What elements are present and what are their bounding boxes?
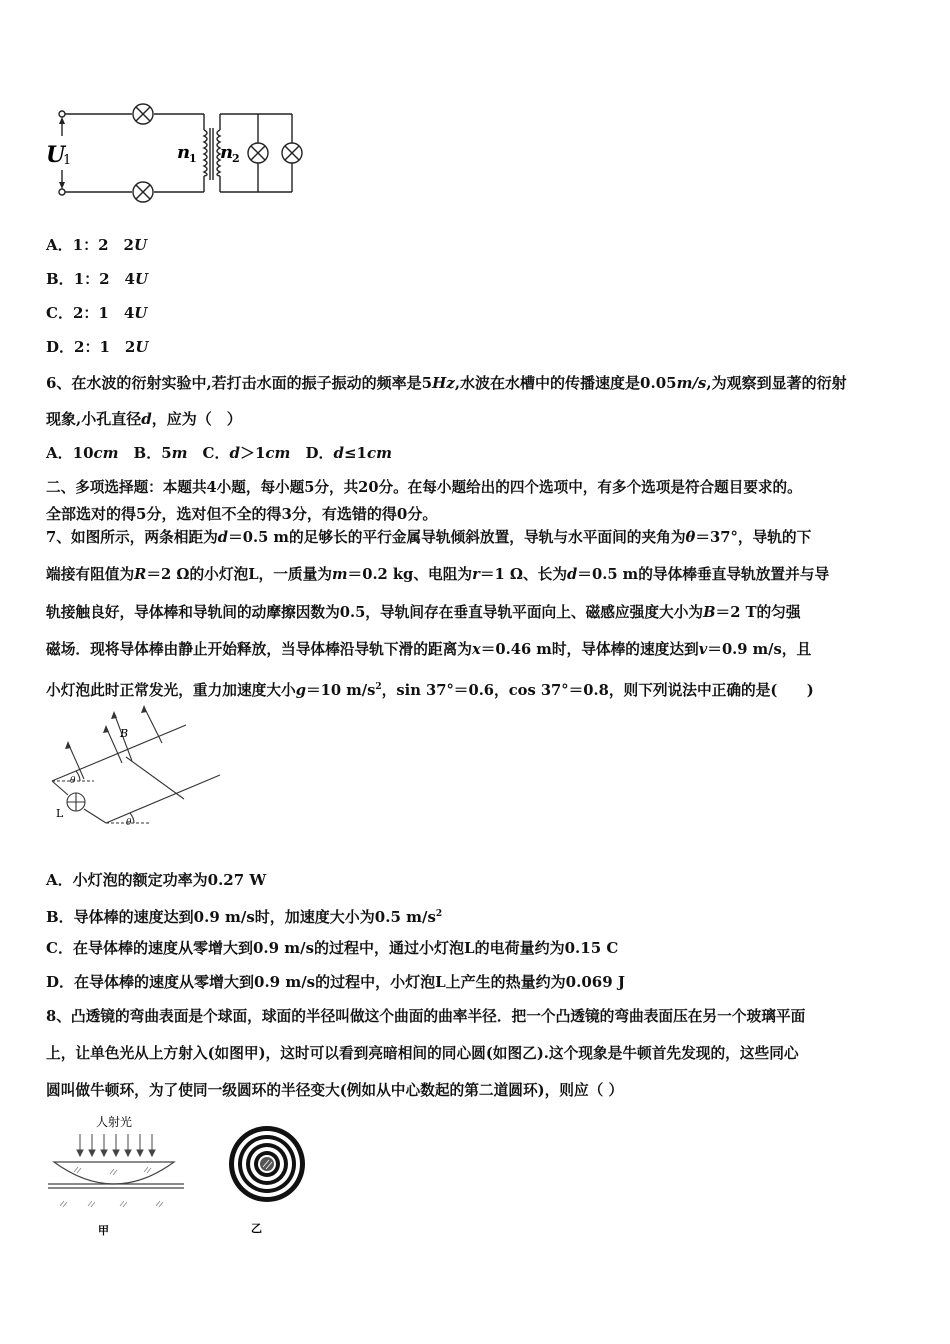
lamp-label-l: L — [56, 807, 64, 820]
inclined-rails-diagram — [44, 705, 234, 835]
n1-subscript: 1 — [189, 152, 197, 165]
transformer-circuit-diagram — [40, 100, 310, 205]
newton-rings-diagram — [222, 1114, 312, 1240]
q7-stem-line5: 小灯泡此时正常发光，重力加速度大小g＝10 $m/s^2$，sin 37°＝0.6，cos 37°＝0.8，则下列说法中正确的是( ) — [46, 681, 814, 699]
angle-label-theta-lower: θ — [126, 818, 132, 828]
q7-option-c: C．在导体棒的速度从零增大到0.9 m/s的过程中，通过小灯泡L的电荷量约为0.15 C — [46, 939, 619, 957]
q8-stem-line3: 圆叫做牛顿环，为了使同一级圆环的半径变大(例如从中心数起的第二道圆环)，则应（ ） — [46, 1082, 624, 1099]
angle-label-theta-upper: θ — [70, 776, 76, 786]
u1-label: U — [46, 142, 66, 168]
lamp-icon — [282, 143, 302, 163]
section2-line1: 二、多项选择题：本题共4小题，每小题5分，共20分。在每小题给出的四个选项中，有多个选项是符合题目要求的。 — [46, 479, 802, 496]
q5-option-a: A．1：2 2U — [46, 236, 148, 254]
lamp-icon — [248, 143, 268, 163]
q6-stem-line2: 现象,小孔直径d，应为（ ） — [46, 410, 242, 428]
field-label-b: B — [120, 727, 129, 740]
q7-option-b: B．导体棒的速度达到0.9 m/s时，加速度大小为0.5 $m/s^2$ — [46, 908, 443, 926]
q6-options: A．10cm B．5m C．d＞1cm D．d≤1cm — [46, 444, 392, 462]
bulb-icon — [67, 793, 85, 811]
n2-subscript: 2 — [232, 152, 240, 165]
q7-stem-line2: 端接有阻值为R＝2 Ω的小灯泡L，一质量为m＝0.2 kg、电阻为r＝1 Ω、长为d＝0.5 m的导体棒垂直导轨放置并与导 — [46, 566, 830, 583]
lamp-icon — [133, 104, 153, 124]
q5-option-d: D．2：1 2U — [46, 338, 149, 356]
n2-label: n — [220, 142, 234, 163]
q5-option-b: B．1：2 4U — [46, 270, 149, 288]
section2-line2: 全部选对的得5分，选对但不全的得3分，有选错的得0分。 — [46, 505, 438, 523]
incident-light-label: 人射光 — [96, 1115, 133, 1129]
lens-on-plate-diagram — [44, 1110, 194, 1240]
q7-stem-line3: 轨接触良好，导体棒和导轨间的动摩擦因数为0.5，导轨间存在垂直导轨平面向上、磁感应强度大小为B＝2 T的匀强 — [46, 604, 801, 621]
n1-label: n — [177, 142, 191, 163]
q7-stem-line4: 磁场．现将导体棒由静止开始释放，当导体棒沿导轨下滑的距离为x＝0.46 m时，导体棒的速度达到v＝0.9 m/s，且 — [46, 641, 812, 658]
q5-option-c: C．2：1 4U — [46, 304, 148, 322]
q7-stem-line1: 7、如图所示，两条相距为d＝0.5 m的足够长的平行金属导轨倾斜放置，导轨与水平面间的夹角为θ＝37°，导轨的下 — [46, 529, 812, 546]
q8-stem-line2: 上，让单色光从上方射入(如图甲)，这时可以看到亮暗相间的同心圆(如图乙).这个现象是牛顿首先发现的，这些同心 — [46, 1045, 799, 1062]
q7-option-a: A．小灯泡的额定功率为0.27 W — [46, 871, 267, 889]
lamp-icon — [133, 182, 153, 202]
u1-subscript: 1 — [63, 153, 72, 168]
figure-label-yi: 乙 — [251, 1222, 262, 1235]
figure-label-jia: 甲 — [98, 1224, 109, 1237]
q8-stem-line1: 8、凸透镜的弯曲表面是个球面，球面的半径叫做这个曲面的曲率半径．把一个凸透镜的弯曲表面压在另一个玻璃平面 — [46, 1008, 806, 1025]
q6-stem-line1: 6、在水波的衍射实验中,若打击水面的振子振动的频率是5Hz,水波在水槽中的传播速度是0.05m/s,为观察到显著的衍射 — [46, 374, 847, 392]
q7-option-d: D．在导体棒的速度从零增大到0.9 m/s的过程中，小灯泡L上产生的热量约为0.069 J — [46, 973, 625, 991]
